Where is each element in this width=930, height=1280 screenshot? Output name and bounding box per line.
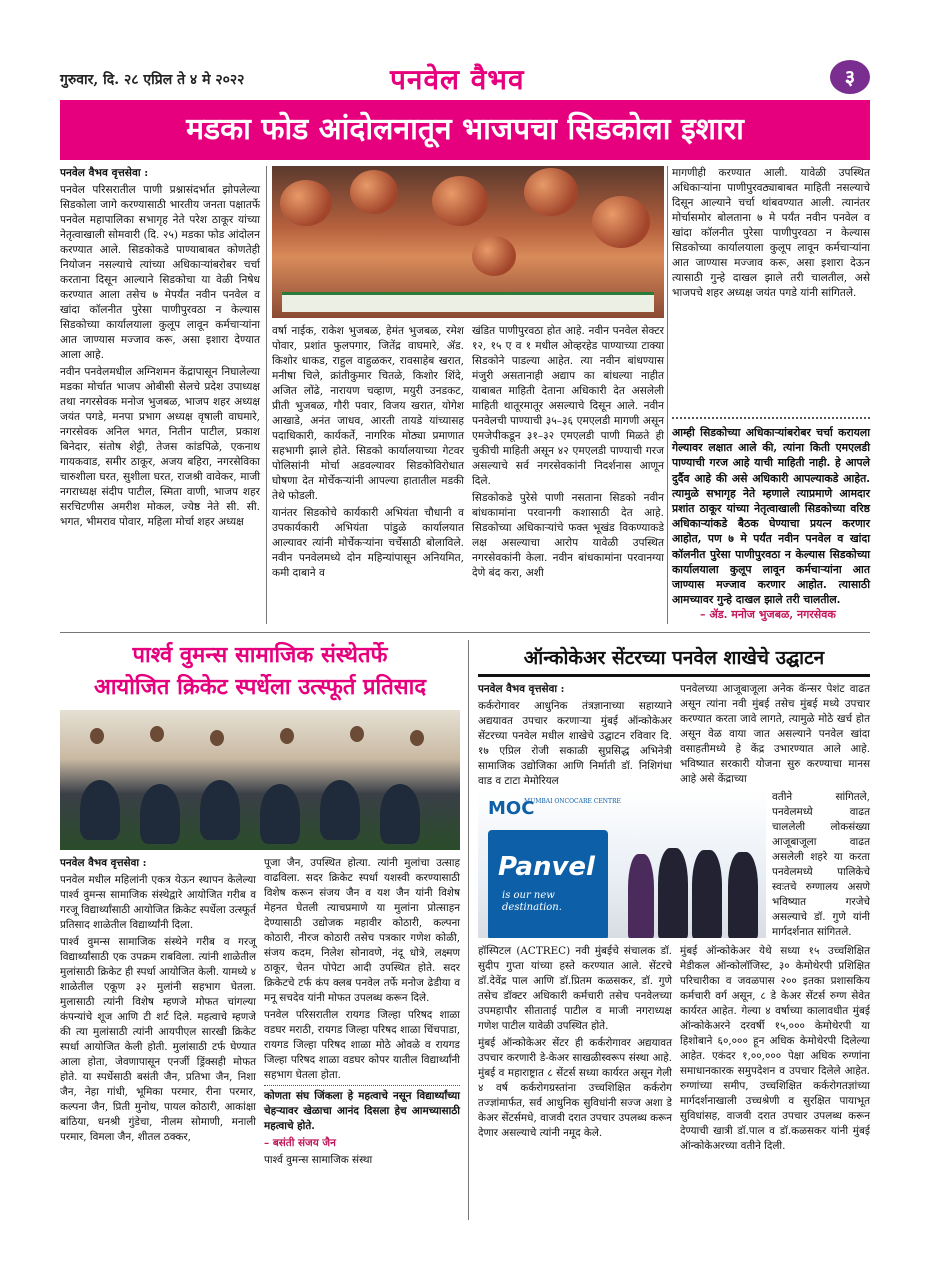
guest-figure: [692, 850, 722, 938]
person-head: [350, 726, 364, 742]
person-head: [150, 726, 164, 742]
page-number-badge: ३: [830, 60, 870, 94]
guest-figure: [628, 854, 654, 938]
story2-para2: पार्श्व वुमन्स सामाजिक संस्थेने गरीब व गरजू विद्यार्थ्यांसाठी एक उपक्रम राबविला. त्यांनी शाळेतील मुलांसाठी क्रिकेट ही स्पर्धा आयोजित केली. यामध्ये ४ शाळेतील एकूण ३२ मुलांनी सहभाग घेतला. मुलासाठी त्यांनी विशेष म्हणजे मोफत चांगल्या कंपन्यांचे शूज आणि टी शर्ट दिले. महत्वाचे म्हणजे की त्या मुलांसाठी त्यांनी आयपीएल सारखी क्रिकेट स्पर्धा आयोजित केली होती. मुलांसाठी टर्फ घेण्यात आला होता, जेवणापासून एनर्जी ड्रिंक्सही मोफत होते. या स्पर्धेसाठी बसंती जैन, प्रतिभा जैन, निशा जैन, नेहा गांधी, भूमिका परमार, रीना परमार, कल्पना जैन, प्रिती मुनोथ, पायल कोठारी, आकांक्षा बांठिया, धनश्री गुंडेचा, नीलम सोमाणी, मनाली परमार, विमला जैन, शीतल ठक्कर,: [60, 936, 256, 1143]
cricket-team-photo: [60, 710, 460, 850]
story1-col1: [60, 166, 260, 532]
person-head: [90, 728, 104, 744]
moc-logo: MOC: [488, 798, 535, 819]
story1-para2: नवीन पनवेलमधील अग्निशमन केंद्रापासून निघालेल्या मडका मोर्चात भाजप ओबीसी सेलचे प्रदेश उपाध्यक्ष तथा नगरसेवक मनोज भुजबळ, भाजप शहर अध्यक्ष जयंत पगडे, मनपा प्रभाग अध्यक्ष वृषाली वाघमारे, नगरसेवक अनिल भगत, नितीन पाटील, प्रकाश बिनेदार, संतोष शेट्टी, तेजस कांडपिळे, एकनाथ गायकवाड, समीर ठाकूर, अजय बहिरा, नगरसेविका चारुशीला घरत, सुशीला घरत, राजश्री वावेकर, माजी नगराध्यक्ष संदीप पाटील, स्मिता वाणी, भाजप शहर सरचिटणीस अमरीश मोकल, ज्येष्ठ नेते सी. सी. भगत, भीमराव पोवार, महिला मोर्चा शहर अध्यक्ष: [60, 366, 260, 528]
protest-photo: [272, 166, 664, 318]
person-head: [280, 728, 294, 744]
player-figure: [200, 780, 240, 840]
player-figure: [140, 784, 180, 844]
guest-figure: [658, 848, 688, 938]
story2-quote-signature: – बसंती संजय जैन: [264, 1137, 336, 1149]
story1-para6: सिडकोकडे पुरेसे पाणी नसताना सिडको नवीन बांधकामांना परवानगी कशासाठी देत आहे. सिडकोच्या अधिकाऱ्यांचे फक्त भूखंड विकण्याकडे लक्ष असल्याचा आरोप यावेळी उपस्थित नगरसेवकांनी केला. नवीन बांधकामांना परवानग्या देणे बंद करा, अशी: [472, 492, 664, 579]
story3-para2: पनवेलच्या आजूबाजूला अनेक कॅन्सर पेशंट वाढत असून त्यांना नवी मुंबई तसेच मुंबई मध्ये उपचार करण्यात करता जावे लागते, त्यामुळे मोठे खर्च होत असून वेळ वाया जात असल्याने पनवेल खांदा वसाहतीमध्ये हे केंद्र उभारण्यात आले आहे. भविष्यात सरकारी योजना सुरु करण्याचा मानस आहे असे केंद्राच्या: [680, 683, 870, 785]
player-figure: [80, 780, 120, 840]
guest-figure: [728, 852, 758, 938]
pot-shape: [350, 170, 398, 214]
story3-col2-lower: [680, 944, 870, 1156]
story1-para1: पनवेल परिसरातील पाणी प्रश्नासंदर्भात झोपलेल्या सिडकोला जागे करण्यासाठी भारतीय जनता पक्षातर्फे पनवेल महापालिका सभागृह नेते परेश ठाकूर यांच्या नेतृत्वाखाली सोमवारी (दि. २५) मडका फोड आंदोलन करण्यात आले. सिडकोकडे पाण्याबाबत कोणतेही नियोजन नसल्याचे त्यांच्या अधिकाऱ्यांबरोबर चर्चा करताना दिसून आल्याने सिडकोचा या वेळी निषेध करण्यात आला तसेच ७ मेपर्यंत नवीन पनवेल व खांदा कॉलनीत पुरेसा पाणीपुरवठा न केल्यास सिडकोच्या कार्यालयाला कुलूप लावून कर्मचाऱ्यांना आत जाण्यास मज्जाव करू, असा इशारा देण्यात आला आहे.: [60, 184, 260, 361]
story3-para1: कर्करोगावर आधुनिक तंत्रज्ञानाच्या सहाय्याने अद्ययावत उपचार करणाऱ्या मुंबई ऑन्कोकेअर सेंटरच्या पनवेल मधील शाखेचे उद्घाटन रविवार दि. १७ एप्रिल रोजी सकाळी सुप्रसिद्ध अभिनेत्री सामाजिक उद्योजिका आणि निर्माती डॉ. निशिगंधा वाड व टाटा मेमोरियल: [478, 700, 672, 787]
player-figure: [260, 784, 300, 844]
story2-para1: पनवेल मधील महिलांनी एकत्र येऊन स्थापन केलेल्या पार्श्व वुमन्स सामाजिक संस्थेद्वारे आयोजित गरीब व गरजू विद्यार्थ्यांसाठी आयोजित क्रिकेट स्पर्धेला उत्स्फूर्त प्रतिसाद शाळेतील विद्यार्थ्यांनी दिला.: [60, 874, 256, 931]
column-divider: [468, 640, 469, 1220]
story2-quote: कोणता संघ जिंकला हे महत्वाचे नसून विद्यार्थ्यांच्या चेहऱ्यावर खेळाचा आनंद दिसला हेच आमच्यासाठी महत्वाचे होते.: [264, 1085, 460, 1134]
sign-title: Panvel: [498, 852, 595, 882]
oncocare-inauguration-photo: [478, 790, 766, 938]
story3-para6: मुंबई ऑन्कोकेअर येथे सध्या १५ उच्चशिक्षित मेडीकल ऑन्कोलॉजिस्ट, ३० केमोथेरपी प्रशिक्षित परिचारीका व जवळपास २०० इतका प्रशासकिय कर्मचारी वर्ग असून, ८ डे केअर सेंटर्स रुग्ण सेवेत कार्यरत आहेत. गेल्या ४ वर्षाच्या कालावधीत मुंबई ऑन्कोकेअरने दरवर्षी १५,००० केमोथेरपी या हिशोबाने ६०,००० हून अधिक केमोथेरपी दिलेल्या आहेत. एकंदर १,००,००० पेक्षा अधिक रुग्णांना समाधानकारक समुपदेशन व उपचार दिलेले आहेत. रुग्णांच्या समीप, उच्चशिक्षित कर्करोगतज्ञांच्या मार्गदर्शनाखाली उच्चश्रेणी व सुरक्षित पायाभूत सुविधांसह, वाजवी दरात उपचार उपलब्ध करून देण्याची खात्री डॉ.पाल व डॉ.कळसकर यांनी मुंबई ऑन्कोकेअरच्या वतीने दिली.: [680, 945, 870, 1152]
story1-headline: मडका फोड आंदोलनातून भाजपचा सिडकोला इशारा: [60, 100, 870, 160]
person-head: [210, 730, 224, 746]
section-divider: [60, 632, 870, 633]
story2-headline-line1: पार्श्व वुमन्स सामाजिक संस्थेतर्फे: [132, 643, 388, 668]
pot-shape: [432, 176, 488, 226]
player-figure: [380, 784, 420, 844]
story2-col1: [60, 856, 256, 1147]
masthead: पनवेल वैभव: [390, 63, 525, 96]
pot-shape: [524, 168, 578, 216]
story1-col3: [472, 324, 664, 583]
player-figure: [320, 780, 360, 840]
story1-quote-signature: – ॲड. मनोज भुजबळ, नगरसेवक: [700, 608, 836, 621]
story2-headline-line2: आयोजित क्रिकेट स्पर्धेला उत्स्फूर्त प्रतिसाद: [93, 675, 427, 700]
story3-para3: वतीने सांगितले, पनवेलमध्ये वाढत चाललेली लोकसंख्या आजूबाजूला वाढत असलेली शहरे या करता पनवेलमध्ये पालिकेचे स्वःतचे रुग्णालय असणे भविष्यात गरजेचे असल्याचे डॉ. गुणे यांनी मार्गदर्शनात सांगितले.: [772, 791, 870, 938]
moc-logo-text: MUMBAI ONCOCARE CENTRE: [524, 798, 621, 805]
story3-byline: पनवेल वैभव वृत्तसेवा :: [478, 683, 565, 695]
person-head: [410, 730, 424, 746]
story1-para7: मागणीही करण्यात आली. यावेळी उपस्थित अधिकाऱ्यांना पाणीपुरवठ्याबाबत माहिती नसल्याचे दिसून आल्याने चर्चा थांबवण्यात आली. त्यानंतर मोर्चासमोर बोलताना ७ मे पर्यंत नवीन पनवेल व खांदा कॉलनीत पुरेसा पाणीपुरवठा न केल्यास सिडकोच्या कार्यालयाला कुलूप लावून कर्मचाऱ्यांना आत जाण्यास मज्जाव करू, असा इशारा देऊन त्यासाठी गुन्हे दाखल झाले तरी चालतील, असे भाजपचे शहर अध्यक्ष जयंत पगडे यांनी सांगितले.: [672, 167, 870, 299]
story3-headline-rule: [478, 674, 870, 677]
pot-shape: [280, 180, 332, 226]
pot-shape: [592, 196, 650, 248]
story2-quote-organisation: पार्श्व वुमन्स सामाजिक संस्था: [264, 1154, 373, 1166]
pot-shape: [472, 236, 516, 276]
story3-para4: हॉस्पिटल (ACTREC) नवी मुंबईचे संचालक डॉ. सुदीप गुप्ता यांच्या हस्ते करण्यात आले. सेंटरचे डॉ.देवेंद्र पाल आणि डॉ.प्रितम कळसकर, डॉ. गुणे तसेच डॉक्टर अधिकारी कर्मचारी तसेच पनवेलच्या उपमहापौर सीताताई पाटील व माजी नगराध्यक्ष गणेश पाटील यावेळी उपस्थित होते.: [478, 945, 672, 1032]
story1-col2: [272, 324, 464, 583]
issue-date: गुरुवार, दि. २८ एप्रिल ते ४ मे २०२२: [60, 72, 245, 88]
protest-banner: [282, 292, 654, 312]
story3-col2: [680, 682, 870, 789]
story1-byline: पनवेल वैभव वृत्तसेवा :: [60, 167, 149, 179]
column-divider: [266, 166, 267, 624]
story3-headline: ऑन्कोकेअर सेंटरच्या पनवेल शाखेचे उद्घाटन: [523, 647, 825, 669]
story1-para3: वर्षा नाईक, राकेश भुजबळ, हेमंत भुजबळ, रमेश पोवार, प्रशांत फुलपगार, जितेंद्र वाघमारे, ॲड. किशोर धाकड, राहुल वाहुळकर, रावसाहेब खरात, मनीषा चिले, क्रांतीकुमार चितळे, किशोर शिंदे, अजित लोंढे, नारायण चव्हाण, मयुरी उनडकट, प्रीती भुजबळ, गौरी पवार, विजय खरात, योगेश आखाडे, अनंत जाधव, आरती तायडे यांच्यासह पदाधिकारी, कार्यकर्ते, नागरिक मोठ्या प्रमाणात सहभागी झाले होते. सिडको कार्यालयाच्या गेटवर पोलिसांनी मोर्चा अडवल्यावर सिडकोविरोधात घोषणा देत मोर्चेकऱ्यांनी आपल्या हातातील मडकी तेथे फोडली.: [272, 325, 464, 502]
story2-byline: पनवेल वैभव वृत्तसेवा :: [60, 857, 147, 869]
story1-quote: आम्ही सिडकोच्या अधिकाऱ्यांबरोबर चर्चा करायला गेल्यावर लक्षात आले की, त्यांना किती एमएलडी पाण्याची गरज आहे याची माहिती नाही. हे आपले दुर्दैव आहे की असे अधिकारी आपल्याकडे आहेत. त्यामुळे सभागृह नेते म्हणाले त्याप्रमाणे आमदार प्रशांत ठाकूर यांच्या नेतृत्वाखाली सिडकोच्या वरिष्ठ अधिकाऱ्यांकडे बैठक घेण्याचा प्रयत्न करणार आहोत, पण ७ मे पर्यंत नवीन पनवेल व खांदा कॉलनीत पुरेसा पाणीपुरवठा न केल्यास सिडकोच्या कार्यालयाला कुलूप लावून कर्मचाऱ्यांना आत जाण्यास मज्जाव करणार आहोत. त्यासाठी आमच्यावर गुन्हे दाखल झाले तरी चालतील.: [672, 417, 870, 607]
story1-para4: यानंतर सिडकोचे कार्यकारी अभियंता चौधानी व उपकार्यकारी अभियंता पांडुळे कार्यालयात आल्यावर त्यांनी मोर्चेकऱ्यांना चर्चेसाठी बोलाविले. नवीन पनवेलमध्ये दोन महिन्यांपासून अनियमित, कमी दाबाने व: [272, 507, 464, 579]
story2-headline: [60, 640, 460, 704]
story3-col1-lower: [478, 944, 672, 1143]
page-header: [60, 60, 870, 96]
story2-para3: पूजा जैन, उपस्थित होत्या. त्यांनी मुलांचा उत्साह वाढविला. सदर क्रिकेट स्पर्धा यशस्वी करण्यासाठी विशेष करून संजय जैन व यश जैन यांनी विशेष मेहनत घेतली त्याचप्रमाणे या मुलांना प्रोत्साहन देण्यासाठी उद्योजक महावीर कोठारी, कल्पना कोठारी, नीरज कोठारी तसेच पत्रकार गणेश कोळी, संजय कदम, निलेश सोनावणे, नंदू धोत्रे, लक्ष्मण ठाकूर, चेतन पोपेटा आदी उपस्थित होते. सदर क्रिकेटचे टर्फ कंप क्लब पनवेल तर्फे मनोज ढेडीया व मनू सचदेव यांनी मोफत उपलब्ध करून दिले.: [264, 857, 460, 1004]
story1-col4: [672, 166, 870, 303]
story3-para5: मुंबई ऑन्कोकेअर सेंटर ही कर्करोगावर अद्ययावत उपचार करणारी डे-केअर साखळीस्वरूप संस्था आहे. मुंबई व महाराष्ट्रात ८ सेंटर्स सध्या कार्यरत असून गेली ४ वर्ष कर्करोगग्रस्तांना उच्चशिक्षित कर्करोग तज्ज्ञांमार्फत, सर्व आधुनिक सुविधांनी सज्ज अशा डे केअर सेंटर्समधे, वाजवी दरात उपचार उपलब्ध करून देणार असल्याचे त्यांनी नमूद केले.: [478, 1037, 672, 1139]
story2-col2: [264, 856, 460, 1170]
panvel-signboard: [488, 830, 608, 938]
story3-side-col: [772, 790, 870, 942]
story3-col1: [478, 682, 672, 791]
sign-tagline: is our new destination.: [502, 890, 562, 913]
column-divider: [667, 166, 668, 624]
story2-para4: पनवेल परिसरातील रायगड जिल्हा परिषद शाळा वडघर मराठी, रायगड जिल्हा परिषद शाळा चिंचपाडा, रायगड जिल्हा परिषद शाळा मोठे ओवळे व रायगड जिल्हा परिषद शाळा वडघर कोपर यातील विद्यार्थ्यांनी सहभाग घेतला होता.: [264, 1009, 460, 1081]
story1-para5: खंडित पाणीपुरवठा होत आहे. नवीन पनवेल सेक्टर १२, १५ ए व १ मधील ओव्हरहेड पाण्याच्या टाक्या सिडकोने पाडल्या आहेत. त्या नवीन बांधण्यास मंजुरी असतानाही अद्याप का बांधल्या नाहीत याबाबत माहिती देताना अधिकारी देत असलेली माहिती थातूरमातूर असल्याचे दिसून आले. नवीन पनवेलची पाण्याची ३५–३६ एमएलडी मागणी असून एमजेपीकडून ३१–३२ एमएलडी पाणी मिळते ही चुकीची माहिती असून ४२ एमएलडी पाण्याची गरज असल्याचे सर्व नगरसेवकांनी निदर्शनास आणून दिले.: [472, 325, 664, 487]
